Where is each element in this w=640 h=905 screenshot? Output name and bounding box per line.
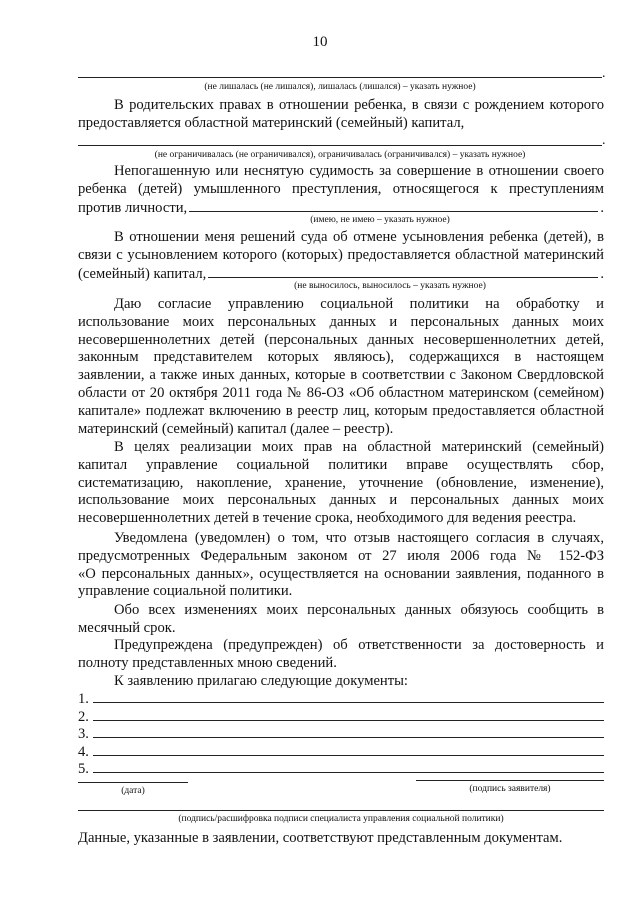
text-lead: против личности, xyxy=(78,199,188,216)
text-line: несовершеннолетних детей (персональных данных несовершеннолетних детей, xyxy=(78,331,604,348)
text-line: «О персональных данных», осуществляется на основании заявления, поданного в xyxy=(78,565,604,582)
attachment-number: 4. xyxy=(78,743,89,760)
applicant-signature-line[interactable] xyxy=(416,780,604,781)
text-lead: (семейный) капитал, xyxy=(78,265,207,282)
text-line: Данные, указанные в заявлении, соответствуют представленным документам. xyxy=(78,830,563,846)
text-line: месячный срок. xyxy=(78,619,176,636)
period-mark: . xyxy=(600,199,604,216)
caption-specialist: (подпись/расшифровка подписи специалиста управления социальной политики) xyxy=(178,814,504,824)
page-number: 10 xyxy=(312,34,328,50)
attachment-row[interactable] xyxy=(78,760,604,778)
text-line: заявлении, а также иных данных, которые в соответствии с Законом Свердловской xyxy=(78,367,604,384)
text-line: Уведомлена (уведомлен) о том, что отзыв настоящего согласия в случаях, xyxy=(114,530,604,546)
adoption-answer-line xyxy=(208,265,598,278)
attachments-heading xyxy=(78,673,604,691)
period-mark: . xyxy=(602,66,606,81)
adoption-fill-row xyxy=(78,265,604,283)
attachment-number: 2. xyxy=(78,708,89,725)
text-line: предоставляется областной материнский (семейный) капитал, xyxy=(78,114,465,131)
text-line: Непогашенную или неснятую судимость за совершение в отношении своего xyxy=(114,163,604,179)
attachment-row[interactable] xyxy=(78,743,604,761)
attachment-number: 5. xyxy=(78,761,89,777)
restricted-answer-line xyxy=(78,145,602,146)
text-line: использование моих персональных данных и персональных данных моих xyxy=(78,492,604,509)
text-line: управление социальной политики. xyxy=(78,583,293,600)
text-line: предусмотренных Федеральным законом от 27 июля 2006 года № 152-ФЗ xyxy=(78,547,604,564)
text-line: использование моих персональных данных и персональных данных моих xyxy=(78,313,604,330)
attachment-line[interactable] xyxy=(93,690,604,703)
attachment-row[interactable] xyxy=(78,725,604,743)
paragraph-conviction xyxy=(78,163,604,216)
caption-issued: (не выносилось, выносилось – указать нужное) xyxy=(294,281,486,291)
final-statement xyxy=(78,830,604,848)
text-line: несовершеннолетних детей в течение срока, необходимого для ведения реестра. xyxy=(78,510,577,527)
period-mark: . xyxy=(600,265,604,282)
text-line: материнский (семейный) капитал (далее – реестр). xyxy=(78,420,394,437)
text-line: систематизацию, накопление, хранение, уточнение (обновление, изменение), xyxy=(78,474,604,491)
text-line: В отношении меня решений суда об отмене усыновления ребенка (детей), в xyxy=(114,229,604,245)
text-line: капитале» подлежат включению в реестр лиц, которым предоставляется областной xyxy=(78,402,604,419)
paragraph-adoption xyxy=(78,229,604,282)
text-line: Даю согласие управлению социальной политики на обработку и xyxy=(114,296,604,312)
caption-have: (имею, не имею – указать нужное) xyxy=(310,215,450,225)
attachment-line[interactable] xyxy=(93,708,604,721)
period-mark: . xyxy=(602,133,606,148)
text-line: Обо всех изменениях моих персональных данных обязуюсь сообщить в xyxy=(114,602,604,618)
text-line: К заявлению прилагаю следующие документы: xyxy=(114,673,408,689)
text-line: капитал управление социальной политики вправе осуществлять сбор, xyxy=(78,456,604,473)
attachment-number: 1. xyxy=(78,691,89,707)
specialist-signature-line[interactable] xyxy=(78,810,604,811)
paragraph-warned xyxy=(78,637,604,673)
text-line: законным представителем которых являюсь), содержащихся в настоящем xyxy=(78,349,604,366)
paragraph-purposes xyxy=(78,439,604,528)
text-line: В родительских правах в отношении ребенка, в связи с рождением которого xyxy=(114,97,604,113)
attachment-line[interactable] xyxy=(93,743,604,756)
paragraph-notified xyxy=(78,530,604,601)
text-line: связи с усыновлением которого (которых) предоставляется областной материнский xyxy=(78,246,604,263)
attachment-line[interactable] xyxy=(93,760,604,773)
attachment-number: 3. xyxy=(78,726,89,742)
caption-date: (дата) xyxy=(121,786,145,796)
attachment-row[interactable] xyxy=(78,708,604,726)
deprived-answer-line xyxy=(78,77,602,78)
paragraph-consent xyxy=(78,296,604,438)
text-line: области от 20 октября 2011 года № 86-ОЗ «Об областном материнском (семейном) xyxy=(78,384,604,401)
caption-restricted: (не ограничивалась (не ограничивался), ограничивалась (ограничивался) – указать нужное) xyxy=(154,150,526,160)
conviction-fill-row xyxy=(78,199,604,217)
conviction-answer-line xyxy=(189,199,598,212)
text-line: ребенка (детей) умышленного преступления, относящегося к преступлениям xyxy=(78,180,604,197)
text-line: полноту представленных мною сведений. xyxy=(78,654,337,671)
date-line[interactable] xyxy=(78,782,188,783)
attachment-line[interactable] xyxy=(93,725,604,738)
caption-signature: (подпись заявителя) xyxy=(469,784,551,794)
paragraph-changes xyxy=(78,602,604,638)
text-line: В целях реализации моих прав на областной материнский (семейный) xyxy=(114,439,604,455)
caption-deprived: (не лишалась (не лишался), лишалась (лишался) – указать нужное) xyxy=(204,82,476,92)
text-line: Предупреждена (предупрежден) об ответственности за достоверность и xyxy=(114,637,604,653)
attachment-row[interactable] xyxy=(78,690,604,708)
attachments-list xyxy=(78,690,604,778)
paragraph-parental-rights xyxy=(78,97,604,133)
